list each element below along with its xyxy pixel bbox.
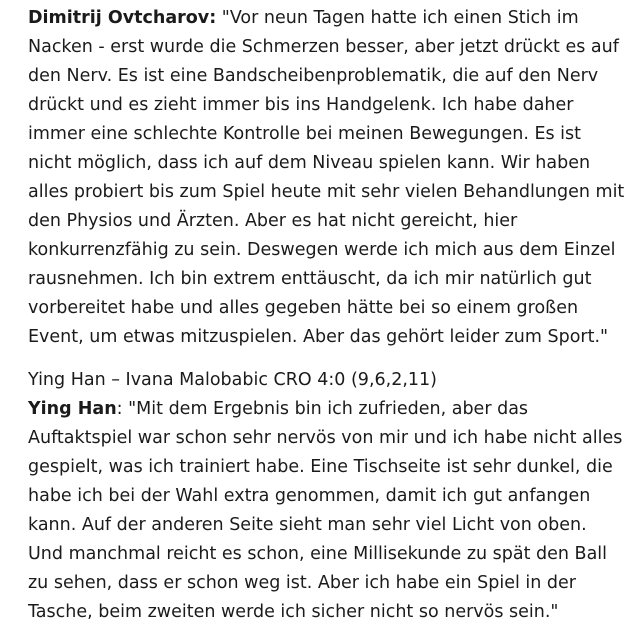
quote-han	[28, 366, 626, 627]
quote-ovtcharov	[28, 4, 626, 352]
quote-text: "Vor neun Tagen hatte ich einen Stich im Nacken - erst wurde die Schmerzen besser, aber jetzt drückt es auf den Nerv. Es ist eine Bandscheibenproblematik, die auf den Nerv drückt und es zieht immer bis ins Handgelenk. Ich habe daher immer eine schlechte Kontrolle bei meinen Bewegungen. Es ist nicht möglich, dass ich auf dem Niveau spielen kann. Wir haben alles probiert bis zum Spiel heute mit sehr vielen Behandlungen mit den Physios und Ärzten. Aber es hat nicht gereicht, hier konkurrenzfähig zu sein. Deswegen werde ich mich aus dem Einzel rausnehmen. Ich bin extrem enttäuscht, da ich mir natürlich gut vorbereitet habe und alles gegeben hätte bei so einem großen Event, um etwas mitzuspielen. Aber das gehört leider zum Sport."	[28, 8, 625, 347]
speaker-name: Dimitrij Ovtcharov:	[28, 8, 217, 28]
quote-text: : "Mit dem Ergebnis bin ich zufrieden, aber das Auftaktspiel war schon sehr nervös von mir und ich habe nicht alles gespielt, was ich trainiert habe. Eine Tischseite ist sehr dunkel, die habe ich bei der Wahl extra genommen, damit ich gut anfangen kann. Auf der anderen Seite sieht man sehr viel Licht von oben. Und manchmal reicht es schon, eine Millisekunde zu spät den Ball zu sehen, dass er schon weg ist. Aber ich habe ein Spiel in der Tasche, beim zweiten werde ich sicher nicht so nervös sein."	[28, 399, 623, 622]
match-result: Ying Han – Ivana Malobabic CRO 4:0 (9,6,2,11)	[28, 370, 437, 390]
speaker-name: Ying Han	[28, 399, 117, 419]
